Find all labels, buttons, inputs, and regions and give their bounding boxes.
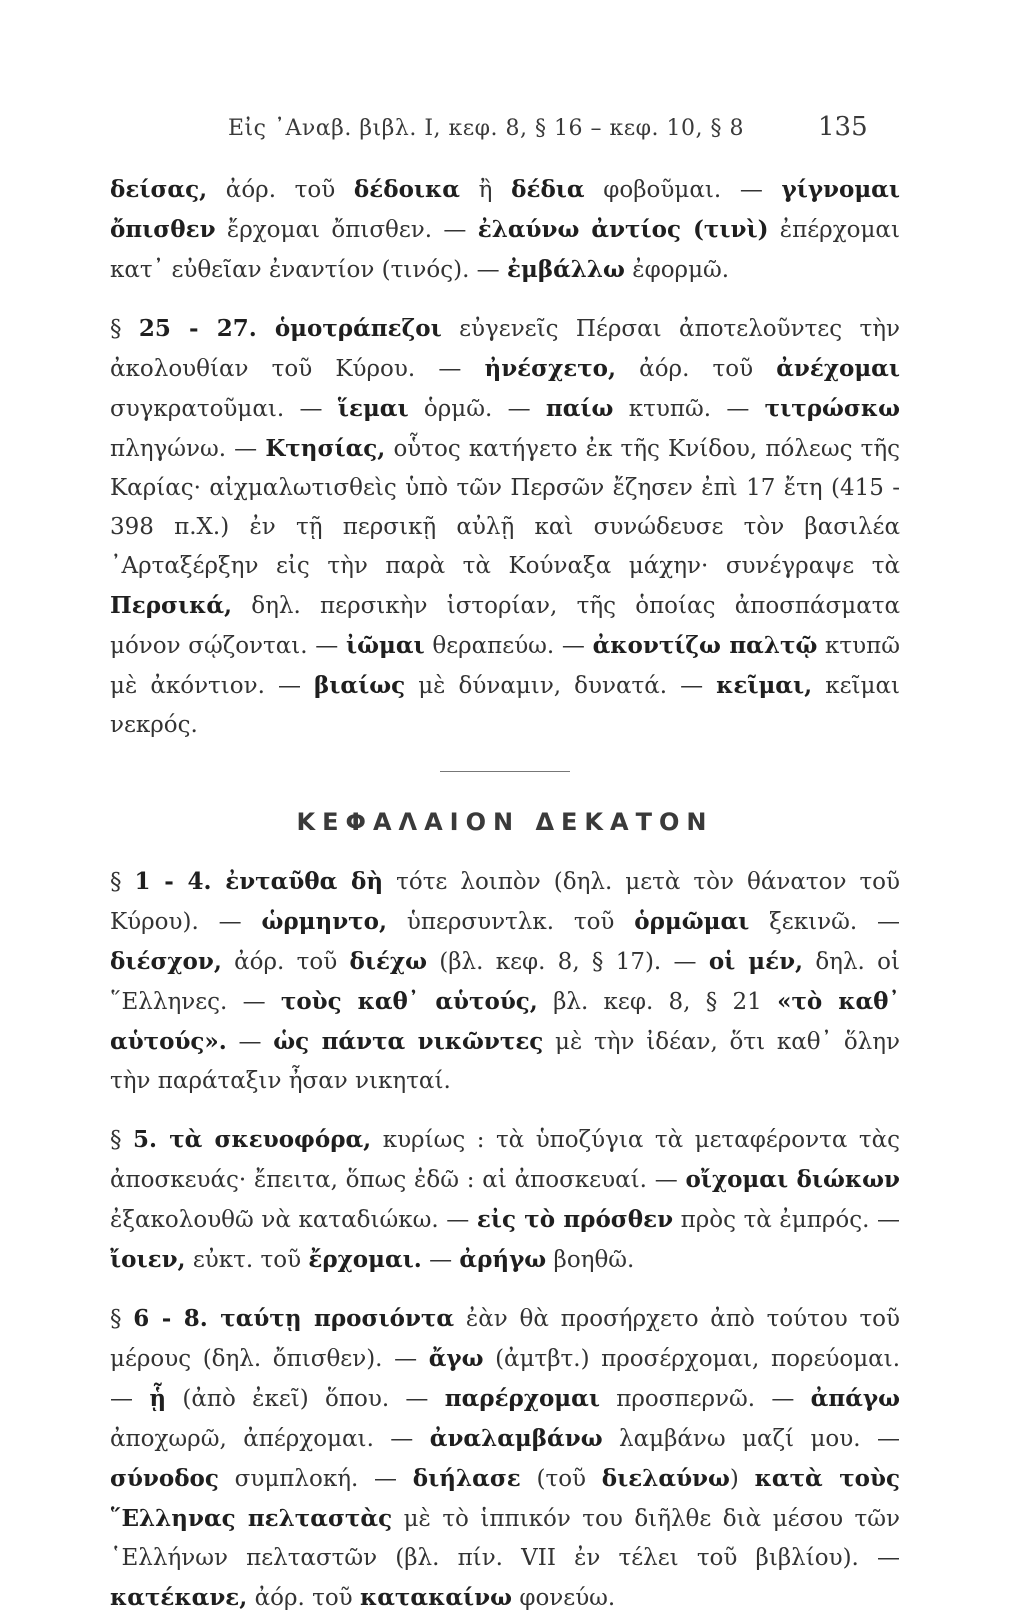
gloss-text: § — [110, 1127, 133, 1153]
lemma-term: διέχω — [349, 948, 427, 975]
gloss-text: ἀόρ. τοῦ — [616, 356, 777, 382]
gloss-text: οὗτος κατήγετο ἐκ τῆς Κνίδου, πόλεως τῆς Καρίας· αἰχμαλωτισθεὶς ὑπὸ τῶν Περσῶν ἔζησεν ἐπὶ 17 ἔτη (415 - 398 π.Χ.) ἐν τῇ περσικῇ αὐλῇ καὶ συνώδευσε τὸν βασιλέα ᾿Αρταξέρξην εἰς τὴν παρὰ τὰ Κούναξα μάχην· συνέγραψε τὰ — [110, 436, 900, 579]
gloss-text: βλ. κεφ. 8, § 21 — [537, 989, 778, 1015]
gloss-text: ἐξακολουθῶ νὰ καταδιώκω. — — [110, 1207, 477, 1233]
gloss-text: ἐὰν θὰ προσήρχετο ἀπὸ τούτου τοῦ μέρους (δηλ. ὄπισθεν). — — [110, 1306, 901, 1372]
gloss-text: πρὸς τὰ ἐμπρός. — — [673, 1207, 900, 1233]
gloss-text: τότε λοιπὸν (δηλ. μετὰ τὸν θάνατον τοῦ Κύρου). — — [110, 869, 901, 935]
gloss-text: φονεύω. — [512, 1585, 616, 1611]
gloss-text: — — [421, 1247, 460, 1273]
commentary-paragraph — [110, 1120, 900, 1280]
commentary-paragraph — [110, 862, 900, 1101]
lemma-term: διήλασε — [412, 1465, 521, 1492]
gloss-text: ) — [729, 1466, 755, 1492]
lemma-term: ἀναλαμβάνω — [429, 1425, 603, 1452]
lemma-term: 25 - 27. ὁμοτράπεζοι — [138, 315, 442, 342]
lemma-term: ἐλαύνω ἀντίος (τινὶ) — [477, 216, 769, 243]
gloss-text: μὲ τὸ ἱππικόν του διῆλθε διὰ μέσου τῶν ῾Ελλήνων πελταστῶν (βλ. πίν. VII ἐν τέλει τοῦ βιβλίου). — — [110, 1506, 900, 1571]
lemma-term: παίω — [545, 395, 614, 422]
gloss-text: κτυπῶ μὲ ἀκόντιον. — — [110, 633, 900, 699]
page-header — [0, 112, 1028, 152]
lemma-term: ἴοιεν, — [110, 1246, 186, 1273]
gloss-text: μὲ δύναμιν, δυνατά. — — [405, 673, 717, 699]
gloss-text: θεραπεύω. — — [424, 633, 593, 659]
commentary-paragraph — [110, 1299, 900, 1618]
lemma-term: ἔρχομαι. — [308, 1246, 422, 1273]
gloss-text: § — [110, 1306, 134, 1332]
lemma-term: παρέρχομαι — [444, 1385, 600, 1412]
gloss-text: (βλ. κεφ. 8, § 17). — — [426, 949, 709, 975]
lemma-term: ἠνέσχετο, — [484, 355, 617, 382]
lemma-term: ἀπάγω — [810, 1385, 900, 1412]
lemma-term: εἰς τὸ πρόσθεν — [476, 1206, 674, 1233]
gloss-text: (ἀπὸ ἐκεῖ) ὅπου. — — [166, 1386, 445, 1412]
gloss-text: βοηθῶ. — [546, 1247, 635, 1273]
gloss-text: πληγώνω. — — [110, 436, 266, 462]
gloss-text: δηλ. οἱ ῞Ελληνες. — — [110, 949, 900, 1015]
lemma-term: 6 - 8. ταύτῃ προσιόντα — [133, 1305, 455, 1332]
lemma-term: «τὸ καθ᾿ αὑτούς». — [110, 988, 901, 1055]
lemma-term: 5. τὰ σκευοφόρα, — [133, 1126, 372, 1153]
gloss-text: ἀόρ. τοῦ — [207, 177, 354, 203]
lemma-term: γίγνομαι ὄπισθεν — [110, 176, 900, 243]
gloss-text: ἔρχομαι ὄπισθεν. — — [215, 217, 478, 243]
lemma-term: ἀκοντίζω παλτῷ — [592, 632, 818, 659]
lemma-term: κατέκανε, — [110, 1584, 248, 1611]
gloss-text: ἀποχωρῶ, ἀπέρχομαι. — — [110, 1426, 430, 1452]
lemma-term: βιαίως — [314, 672, 406, 699]
section-divider — [440, 771, 570, 772]
lemma-term: οἴχομαι διώκων — [685, 1166, 901, 1193]
gloss-text: φοβοῦμαι. — — [584, 177, 782, 203]
gloss-text: — — [226, 1029, 274, 1055]
lemma-term: ἐμβάλλω — [507, 256, 625, 283]
gloss-text: ὑπερσυντλκ. τοῦ — [387, 909, 635, 935]
lemma-term: 1 - 4. ἐνταῦθα δὴ — [134, 868, 384, 895]
lemma-term: Περσικά, — [110, 592, 233, 619]
lemma-term: κεῖμαι, — [716, 672, 813, 699]
gloss-text: (τοῦ — [520, 1466, 602, 1492]
chapter-title: ΚΕΦΑΛΑΙΟΝ ΔΕΚΑΤΟΝ — [296, 808, 714, 836]
lemma-term: δείσας, — [110, 176, 208, 203]
gloss-text: ἐφορμῶ. — [624, 257, 730, 283]
gloss-text: § — [110, 869, 135, 895]
running-head: Εἰς ᾿Αναβ. βιβλ. I, κεφ. 8, § 16 – κεφ. 10, § 8 — [228, 116, 744, 141]
gloss-text: εὐκτ. τοῦ — [185, 1247, 309, 1273]
lemma-term: Κτησίας, — [265, 435, 386, 462]
gloss-text: κτυπῶ. — — [613, 396, 765, 422]
text-block — [110, 170, 900, 1618]
lemma-term: ἰῶμαι — [345, 632, 425, 659]
lemma-term: ἵεμαι — [337, 395, 409, 422]
lemma-term: ὡς πάντα νικῶντες — [273, 1028, 544, 1055]
gloss-text: § — [110, 316, 139, 342]
gloss-text: κυρίως : τὰ ὑποζύγια τὰ μεταφέροντα τὰς ἀποσκευάς· ἔπειτα, ὅπως ἐδῶ : αἱ ἀποσκευαί. — — [110, 1127, 901, 1193]
gloss-text: δηλ. περσικὴν ἱστορίαν, τῆς ὁποίας ἀποσπάσματα μόνον σῴζονται. — — [110, 593, 900, 659]
gloss-text: προσπερνῶ. — — [599, 1386, 811, 1412]
lemma-term: κατὰ τοὺς ῞Ελληνας πελταστὰς — [110, 1465, 900, 1532]
gloss-text: ἢ — [460, 177, 512, 203]
lemma-term: κατακαίνω — [359, 1584, 513, 1611]
lemma-term: ᾗ — [149, 1385, 167, 1412]
lemma-term: τιτρώσκω — [764, 395, 900, 422]
commentary-paragraph — [110, 170, 900, 290]
gloss-text: κεῖμαι νεκρός. — [110, 673, 900, 738]
gloss-text: ἀόρ. τοῦ — [221, 949, 350, 975]
lemma-term: διέσχον, — [110, 948, 222, 975]
lemma-term: ἀρήγω — [459, 1246, 547, 1273]
gloss-text: ἀόρ. τοῦ — [247, 1585, 360, 1611]
lemma-term: ὁρμῶμαι — [634, 908, 750, 935]
lemma-term: ἀνέχομαι — [776, 355, 900, 382]
lemma-term: ἄγω — [428, 1345, 484, 1372]
gloss-text: μὲ τὴν ἰδέαν, ὅτι καθ᾿ ὅλην τὴν παράταξιν ἦσαν νικηταί. — [110, 1029, 901, 1094]
lemma-term: τοὺς καθ᾿ αὑτούς, — [280, 988, 538, 1015]
gloss-text: ἐπέρχομαι κατ᾿ εὐθεῖαν ἐναντίον (τινός). — — [110, 217, 900, 283]
gloss-text: συγκρατοῦμαι. — — [110, 396, 338, 422]
lemma-term: σύνοδος — [110, 1465, 219, 1492]
gloss-text: (ἀμτβτ.) προσέρχομαι, πορεύομαι. — — [110, 1346, 901, 1412]
gloss-text: ὁρμῶ. — — [408, 396, 546, 422]
lemma-term: διελαύνω — [601, 1465, 730, 1492]
lemma-term: οἱ μέν, — [708, 948, 804, 975]
commentary-paragraph — [110, 309, 900, 745]
lemma-term: δέδια — [511, 176, 585, 203]
page-number: 135 — [818, 112, 868, 142]
gloss-text: λαμβάνω μαζί μου. — — [602, 1426, 901, 1452]
lemma-term: ὡρμηντο, — [261, 908, 388, 935]
gloss-text: ξεκινῶ. — — [749, 909, 900, 935]
gloss-text: συμπλοκή. — — [218, 1466, 413, 1492]
lemma-term: δέδοικα — [353, 176, 460, 203]
gloss-text: εὐγενεῖς Πέρσαι ἀποτελοῦντες τὴν ἀκολουθίαν τοῦ Κύρου. — — [110, 316, 900, 382]
